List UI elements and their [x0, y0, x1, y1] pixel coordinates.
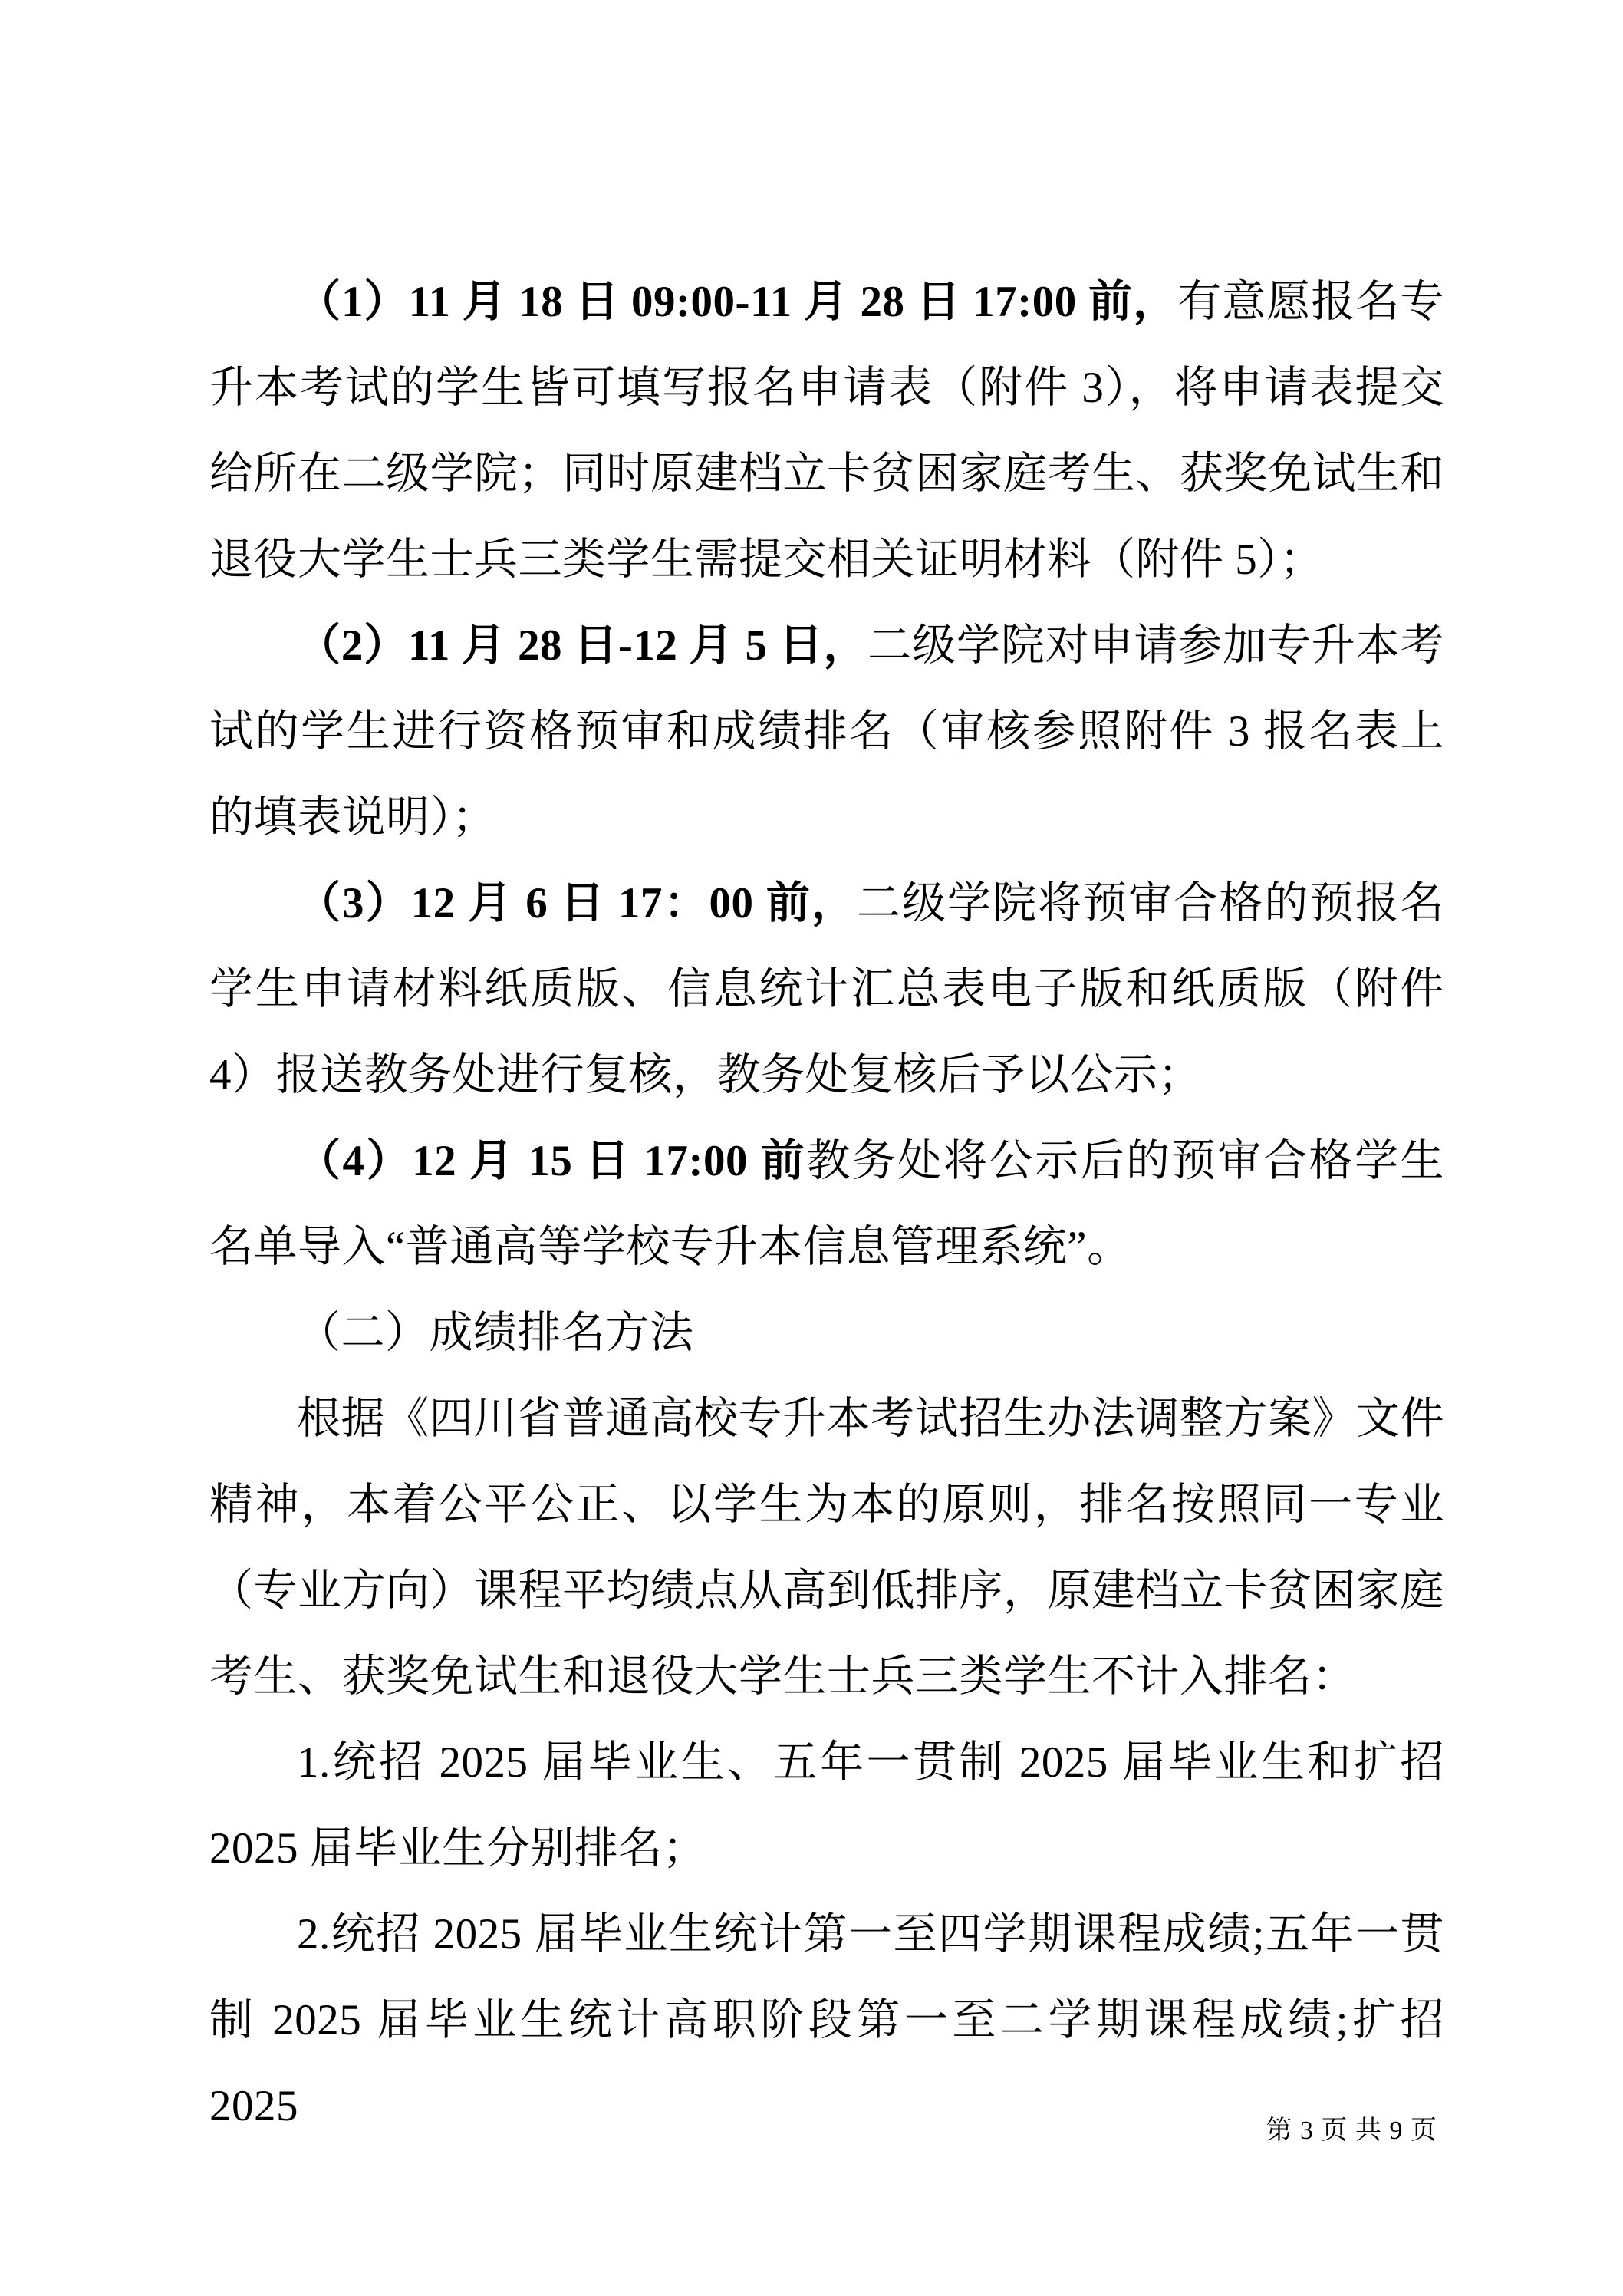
paragraph-schedule-step-4	[209, 1118, 1444, 1290]
paragraph-4-bold-date: （4）12 月 15 日 17:00 前	[297, 1137, 807, 1185]
page-number-text: 第 3 页 共 9 页	[1266, 2116, 1437, 2145]
paragraph-schedule-step-1	[209, 259, 1444, 603]
paragraph-schedule-step-2	[209, 603, 1444, 861]
paragraph-schedule-step-3	[209, 861, 1444, 1118]
paragraph-2-text: 二级学院对申请参加专升本考试的学生进行资格预审和成绩排名（审核参照附件 3 报名表上的填表说明）；	[209, 621, 1445, 842]
paragraph-2-bold-date: （2）11 月 28 日-12 月 5 日，	[297, 621, 868, 670]
section-heading-ranking-method	[209, 1290, 1444, 1376]
paragraph-1-bold-date: （1）11 月 18 日 09:00-11 月 28 日 17:00 前，	[297, 278, 1178, 326]
paragraph-3-text: 二级学院将预审合格的预报名学生申请材料纸质版、信息统计汇总表电子版和纸质版（附件 4）报送教务处进行复核，教务处复核后予以公示；	[209, 879, 1445, 1099]
paragraph-4-text: 教务处将公示后的预审合格学生名单导入“普通高等学校专升本信息管理系统”。	[209, 1137, 1444, 1271]
paragraph-6-text: 根据《四川省普通高校专升本考试招生办法调整方案》文件精神，本着公平公正、以学生为本的原则，排名按照同一专业（专业方向）课程平均绩点从高到低排序，原建档立卡贫困家庭考生、获奖免试生和退役大学生士兵三类学生不计入排名：	[209, 1395, 1444, 1701]
paragraph-ranking-rule-2	[209, 1892, 1444, 2149]
section-heading-text: （二）成绩排名方法	[297, 1309, 694, 1357]
page-footer	[1266, 2114, 1438, 2148]
paragraph-ranking-policy	[209, 1376, 1444, 1720]
paragraph-3-bold-date: （3）12 月 6 日 17：00 前，	[297, 879, 857, 927]
paragraph-1-text: 有意愿报名专升本考试的学生皆可填写报名申请表（附件 3），将申请表提交给所在二级学院；同时原建档立卡贫困家庭考生、获奖免试生和退役大学生士兵三类学生需提交相关证明材料（附件 5）；	[209, 278, 1445, 584]
paragraph-7-text: 1.统招 2025 届毕业生、五年一贯制 2025 届毕业生和扩招 2025 届毕业生分别排名；	[209, 1738, 1444, 1873]
paragraph-ranking-rule-1	[209, 1720, 1444, 1892]
paragraph-8-text: 2.统招 2025 届毕业生统计第一至四学期课程成绩;五年一贯制 2025 届毕业生统计高职阶段第一至二学期课程成绩;扩招 2025	[209, 1910, 1444, 2130]
document-body	[209, 259, 1444, 2149]
